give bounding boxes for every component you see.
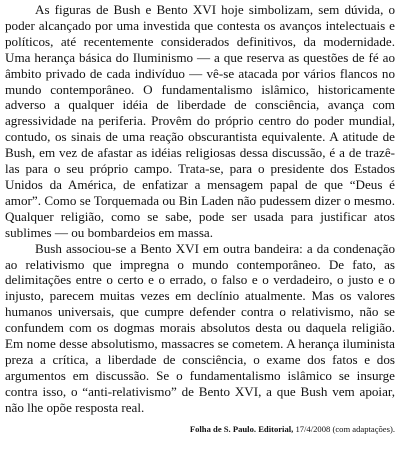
source-note: (com adaptações) <box>332 423 393 434</box>
source-date: 17/4/2008 <box>295 423 331 434</box>
paragraph-2: Bush associou-se a Bento XVI em outra bandeira: a da condenação ao relativismo que impregna o mundo contemporâneo. De fato, as delimitações entre o certo e o errado, o falso e o verdadeiro, o justo e o injusto, parecem muitas vezes em declínio atualmente. Mas os valores humanos universais, que cumpre defender contra o relativismo, não se confundem com os dogmas morais absolutos desta ou daquela religião. Em nome desse absolutismo, massacres se cometem. A herança iluminista preza a crítica, a liberdade de consciência, o exame dos fatos e dos argumentos em discussão. Se o fundamentalismo islâmico se insurge contra isso, o “anti-relativismo” de Bento XVI, a que Bush vem apoiar, não lhe opõe resposta real. <box>5 240 395 415</box>
source-citation: Folha de S. Paulo. Editorial, 17/4/2008 (com adaptações). <box>189 423 395 434</box>
article <box>5 2 395 435</box>
source-section: Editorial <box>258 423 292 434</box>
paragraph-1: As figuras de Bush e Bento XVI hoje simbolizam, sem dúvida, o poder alcançado por uma investida que contesta os avanços intelectuais e políticos, até recentemente considerados definitivos, da modernidade. Uma herança básica do Iluminismo — a que reserva as questões de fé ao âmbito privado de cada indivíduo — vê-se atacada por vários flancos no mundo contemporâneo. O fundamentalismo islâmico, historicamente adverso a qualquer idéia de liberdade de consciência, avança com agressividade na periferia. Provêm do próprio centro do poder mundial, contudo, os sinais de uma reação obscurantista equivalente. A atitude de Bush, em vez de afastar as idéias religiosas dessa discussão, é a de trazê-las para o seu próprio campo. Trata-se, para o presidente dos Estados Unidos da América, de enfatizar a mensagem papal de que “Deus é amor”. Como se Torquemada ou Bin Laden não pudessem dizer o mesmo. Qualquer religião, como se sabe, pode ser usada para justificar atos sublimes — ou bombardeios em massa. <box>5 2 395 240</box>
source-newspaper: Folha de S. Paulo <box>189 423 254 434</box>
